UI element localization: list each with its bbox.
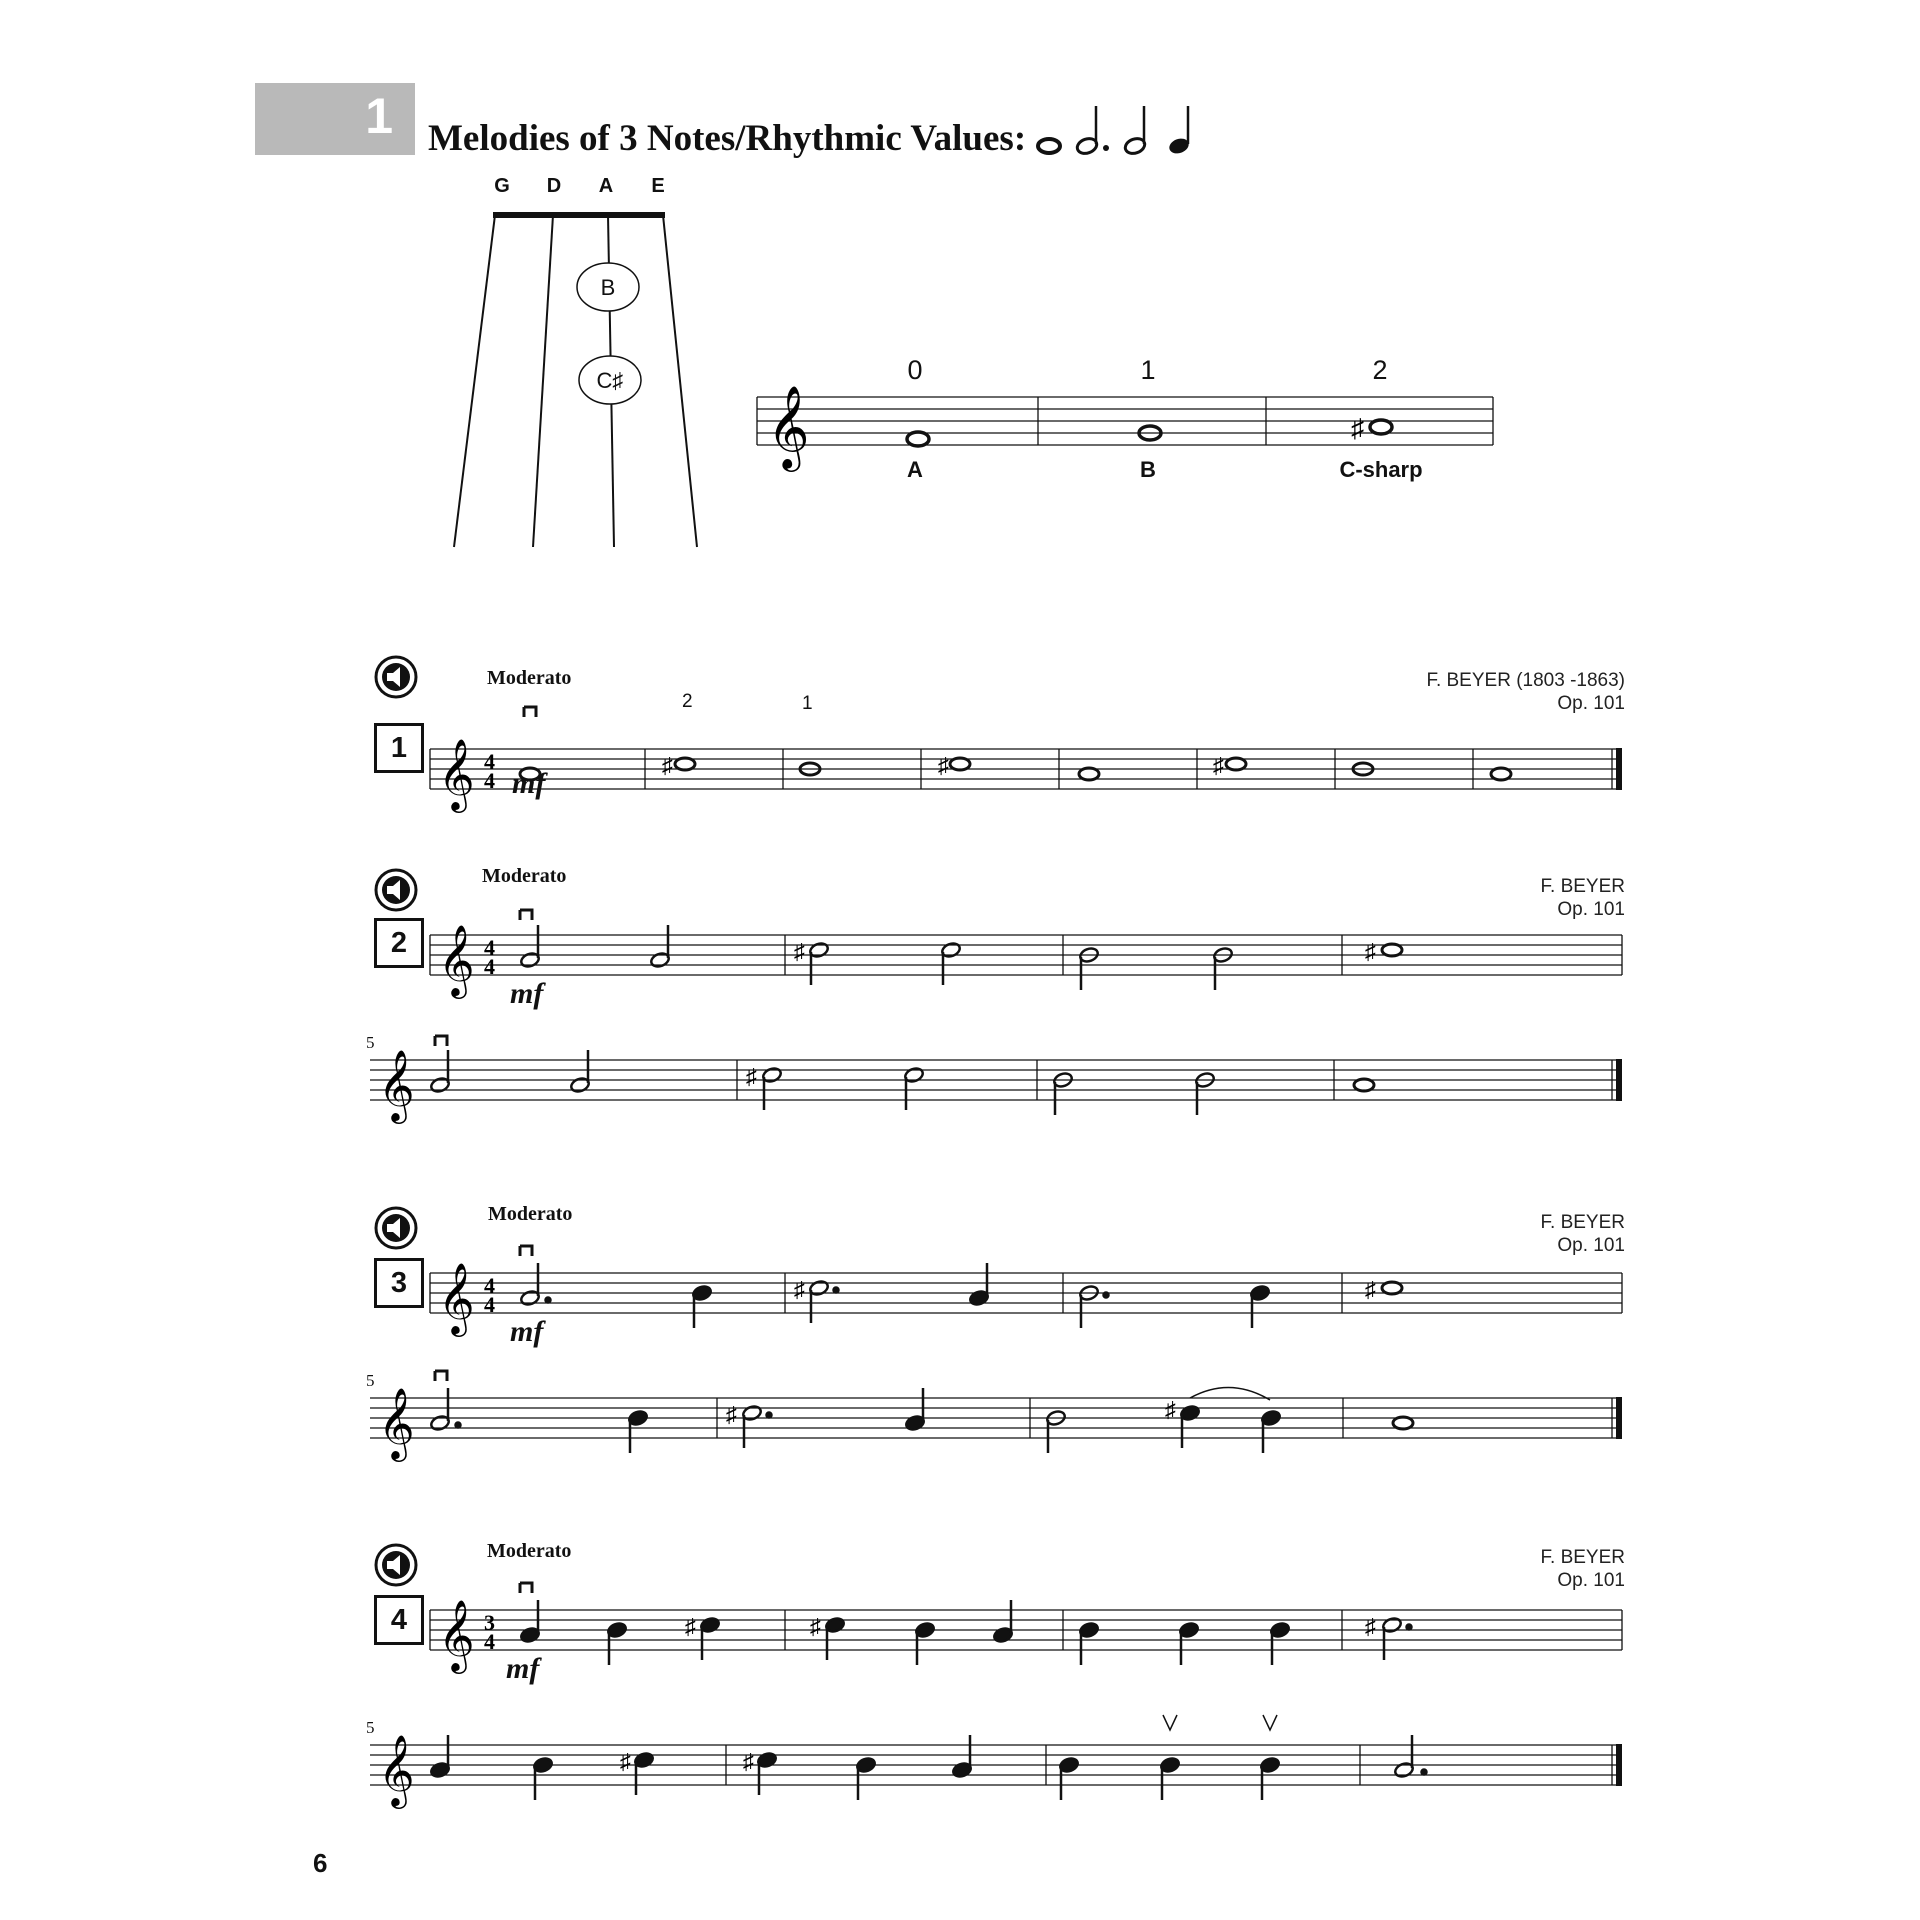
svg-text:♯: ♯: [662, 753, 673, 778]
measure-number: 5: [366, 1033, 375, 1052]
exercise-4: [360, 1540, 1625, 1820]
fingering-2: 2: [1372, 355, 1388, 385]
svg-text:♯: ♯: [746, 1064, 757, 1089]
svg-text:𝄞: 𝄞: [378, 1390, 415, 1458]
dynamic-marking: mf: [506, 1652, 540, 1685]
svg-text:♯: ♯: [1365, 1277, 1376, 1302]
string-label-a: A: [598, 175, 614, 197]
composer-name: F. BEYER: [1540, 1212, 1625, 1233]
svg-text:4: 4: [484, 954, 495, 979]
page-number: 6: [313, 1848, 328, 1878]
note-csharp: [1370, 420, 1392, 434]
composer-name: F. BEYER: [1540, 876, 1625, 897]
note-label-csharp: C-sharp: [1339, 457, 1423, 482]
note-label-b: B: [1140, 457, 1156, 482]
lesson-title-text: Melodies of 3 Notes/Rhythmic Values:: [428, 118, 1027, 159]
svg-text:♯: ♯: [1365, 939, 1376, 964]
exercise-1-staff: [360, 695, 1625, 825]
note-a: [907, 432, 929, 446]
exercise-number: 2: [374, 918, 424, 968]
rhythmic-values-icons: [1035, 104, 1225, 164]
exercise-4-staff: [360, 1555, 1625, 1825]
fingerboard-note-csharp: C♯: [596, 368, 624, 393]
svg-text:4: 4: [484, 1273, 495, 1298]
svg-text:4: 4: [484, 935, 495, 960]
svg-text:3: 3: [484, 1610, 495, 1635]
quarter-note-icon: [1168, 106, 1192, 156]
fingering-2: 2: [682, 691, 693, 712]
exercise-number: 1: [374, 723, 424, 773]
reference-staff: [755, 355, 1495, 490]
svg-text:𝄞: 𝄞: [438, 1602, 475, 1670]
exercise-1: [360, 655, 1625, 815]
opus-number: Op. 101: [1557, 899, 1625, 920]
tempo-marking: Moderato: [482, 865, 567, 887]
fingerboard-lines: [440, 175, 720, 550]
svg-text:♯: ♯: [1165, 1397, 1176, 1422]
svg-text:4: 4: [484, 1629, 495, 1654]
exercise-3: [360, 1203, 1625, 1473]
string-label-e: E: [651, 175, 665, 197]
exercise-number: 3: [374, 1258, 424, 1308]
svg-text:♯: ♯: [794, 939, 805, 964]
exercise-2-staff: [360, 880, 1625, 1140]
fingering-0: 0: [907, 355, 923, 385]
dynamic-marking: mf: [512, 767, 546, 800]
svg-text:𝄞: 𝄞: [438, 1265, 475, 1333]
audio-speaker-icon[interactable]: [374, 655, 418, 699]
fingering-1: 1: [1140, 355, 1156, 385]
note-label-a: A: [907, 457, 923, 482]
composer-name: F. BEYER: [1540, 1547, 1625, 1568]
svg-text:♯: ♯: [938, 753, 949, 778]
svg-text:4: 4: [484, 768, 495, 793]
tempo-marking: Moderato: [488, 1203, 573, 1225]
tempo-marking: Moderato: [487, 1540, 572, 1562]
svg-text:♯: ♯: [794, 1277, 805, 1302]
lesson-number-badge: [255, 83, 415, 155]
svg-text:♯: ♯: [1213, 753, 1224, 778]
lesson-number: 1: [365, 88, 393, 144]
svg-text:♯: ♯: [743, 1749, 754, 1774]
svg-text:♯: ♯: [620, 1749, 631, 1774]
svg-text:4: 4: [484, 1292, 495, 1317]
svg-text:𝄞: 𝄞: [378, 1737, 415, 1805]
treble-clef: 𝄞: [767, 387, 810, 467]
opus-number: Op. 101: [1557, 1235, 1625, 1256]
svg-text:♯: ♯: [810, 1614, 821, 1639]
composer-name: F. BEYER (1803 -1863): [1426, 670, 1625, 691]
opus-number: Op. 101: [1557, 1570, 1625, 1591]
whole-note-icon: [1038, 139, 1060, 153]
string-label-d: D: [546, 175, 562, 197]
svg-text:𝄞: 𝄞: [378, 1052, 415, 1120]
opus-number: Op. 101: [1557, 693, 1625, 714]
svg-text:♯: ♯: [726, 1402, 737, 1427]
fingering-1: 1: [802, 693, 813, 714]
svg-text:𝄞: 𝄞: [438, 927, 475, 995]
svg-text:♯: ♯: [1365, 1614, 1376, 1639]
tempo-marking: Moderato: [487, 667, 572, 689]
exercise-number: 4: [374, 1595, 424, 1645]
lesson-title: [428, 104, 1225, 164]
sharp-sign: ♯: [1351, 414, 1364, 443]
string-label-g: G: [494, 175, 510, 197]
fingerboard-diagram: [440, 175, 720, 550]
exercise-2: [360, 865, 1625, 1135]
dynamic-marking: mf: [510, 977, 544, 1010]
dotted-half-note-icon: [1076, 106, 1110, 156]
svg-text:4: 4: [484, 749, 495, 774]
fingerboard-note-b: B: [600, 275, 616, 300]
measure-number: 5: [366, 1371, 375, 1390]
dynamic-marking: mf: [510, 1315, 544, 1348]
half-note-icon: [1124, 106, 1148, 156]
measure-number: 5: [366, 1718, 375, 1737]
svg-text:𝄞: 𝄞: [438, 741, 475, 809]
exercise-3-staff: [360, 1218, 1625, 1478]
svg-text:♯: ♯: [685, 1614, 696, 1639]
